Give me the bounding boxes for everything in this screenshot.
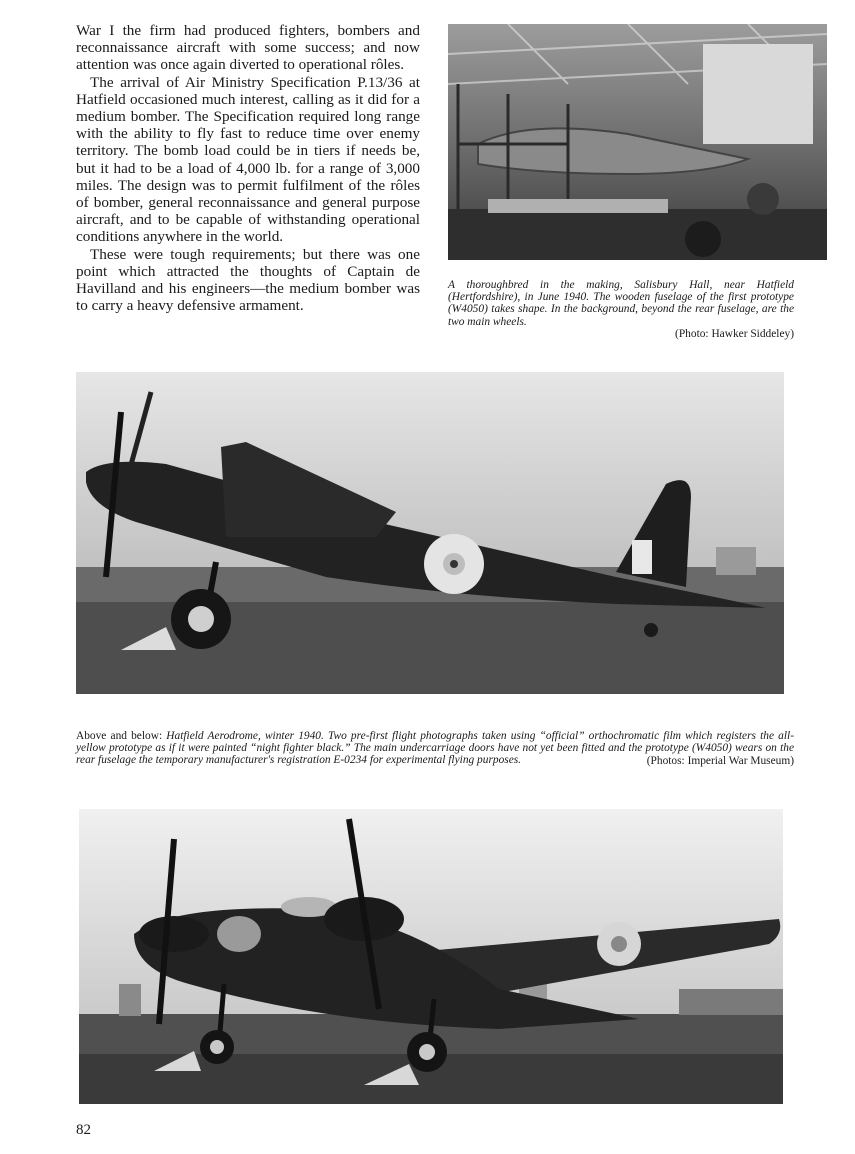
caption-top-credit: (Photo: Hawker Siddeley) [675, 327, 794, 340]
body-paragraph: The arrival of Air Ministry Specification P.13/36 at Hatfield occasioned much interest, calling as it did for a medium bomber. The Specification required long range with the ability to fly fast to reduce time over enemy territory. The bomb load could be in tiers if needs be, but it had to be a load of 4,000 lb. for a range of 3,000 miles. The design was to permit fulfilment of the rôles of bomber, general reconnaissance and general purpose aircraft, and to be capable of withstanding operational conditions anywhere in the world. [76, 73, 420, 246]
body-paragraph: War I the firm had produced fighters, bombers and reconnaissance aircraft with some success; and now attention was once again diverted to operational rôles. [76, 22, 420, 74]
caption-top-text: A thoroughbred in the making, Salisbury Hall, near Hatfield (Hertfordshire), in June 1940. The wooden fuselage of the first prototype (W4050) takes shape. In the background, beyond the rear fuselage, are the two main wheels. [448, 279, 794, 328]
caption-top [448, 279, 794, 340]
aircraft-front-photo [79, 809, 783, 1104]
caption-middle [76, 730, 794, 767]
workshop-photo [448, 24, 827, 260]
caption-middle-lead: Above and below: [76, 730, 163, 742]
caption-middle-credit: (Photos: Imperial War Museum) [646, 754, 794, 767]
body-text-column [76, 22, 420, 314]
caption-middle-text: Hatfield Aerodrome, winter 1940. Two pre-first flight photographs taken using “official” orthochromatic film which registers the all-yellow prototype as if it were painted “night fighter black.” The main undercarriage doors have not yet been fitted and the prototype (W4050) wears on the rear fuselage the temporary manufacturer's registration E-0234 for experimental flying purposes. [76, 730, 794, 767]
body-paragraph: These were tough requirements; but there was one point which attracted the thoughts of Captain de Havilland and his engineers—the medium bomber was to carry a heavy defensive armament. [76, 245, 420, 315]
page-number: 82 [76, 1122, 91, 1138]
aircraft-side-photo [76, 372, 784, 694]
